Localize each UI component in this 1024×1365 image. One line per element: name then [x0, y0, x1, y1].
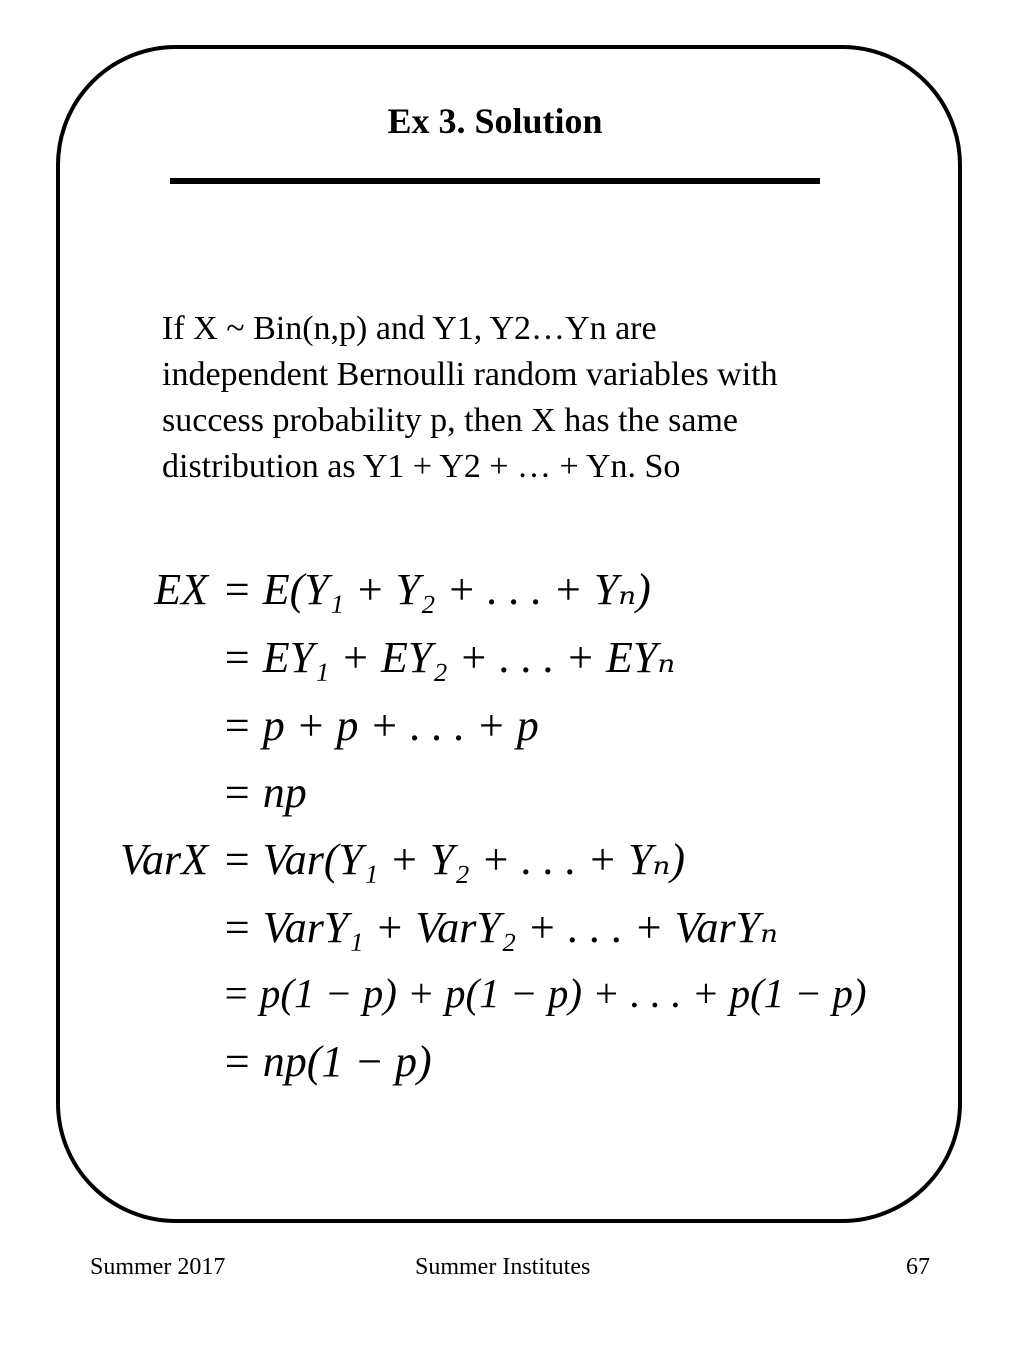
footer-center: Summer Institutes — [415, 1254, 591, 1280]
equation-rhs: = EY₁ + EY₂ + . . . + EYₙ — [222, 633, 676, 682]
intro-line: distribution as Y1 + Y2 + … + Yn. So — [162, 448, 681, 485]
footer-left: Summer 2017 — [90, 1254, 226, 1280]
title-underline — [170, 178, 820, 184]
equation-rhs: = VarY₁ + VarY₂ + . . . + VarYₙ — [222, 903, 778, 952]
intro-line: independent Bernoulli random variables with — [162, 356, 778, 393]
equation-rhs: = np(1 − p) — [222, 1037, 432, 1086]
equation-rhs: = p + p + . . . + p — [222, 701, 539, 750]
equation-rhs: = p(1 − p) + p(1 − p) + . . . + p(1 − p) — [222, 970, 867, 1016]
page-number: 67 — [906, 1254, 930, 1280]
intro-line: success probability p, then X has the same — [162, 402, 738, 439]
equation-rhs: = E(Y₁ + Y₂ + . . . + Yₙ) — [222, 565, 651, 614]
equation-rhs: = np — [222, 768, 307, 817]
equation-lhs: VarX — [120, 835, 208, 884]
intro-paragraph — [162, 306, 922, 490]
intro-line: If X ~ Bin(n,p) and Y1, Y2…Yn are — [162, 310, 657, 347]
equation-rhs: = Var(Y₁ + Y₂ + . . . + Yₙ) — [222, 835, 686, 884]
equation-lhs: EX — [154, 565, 208, 614]
slide-title: Ex 3. Solution — [387, 101, 603, 141]
